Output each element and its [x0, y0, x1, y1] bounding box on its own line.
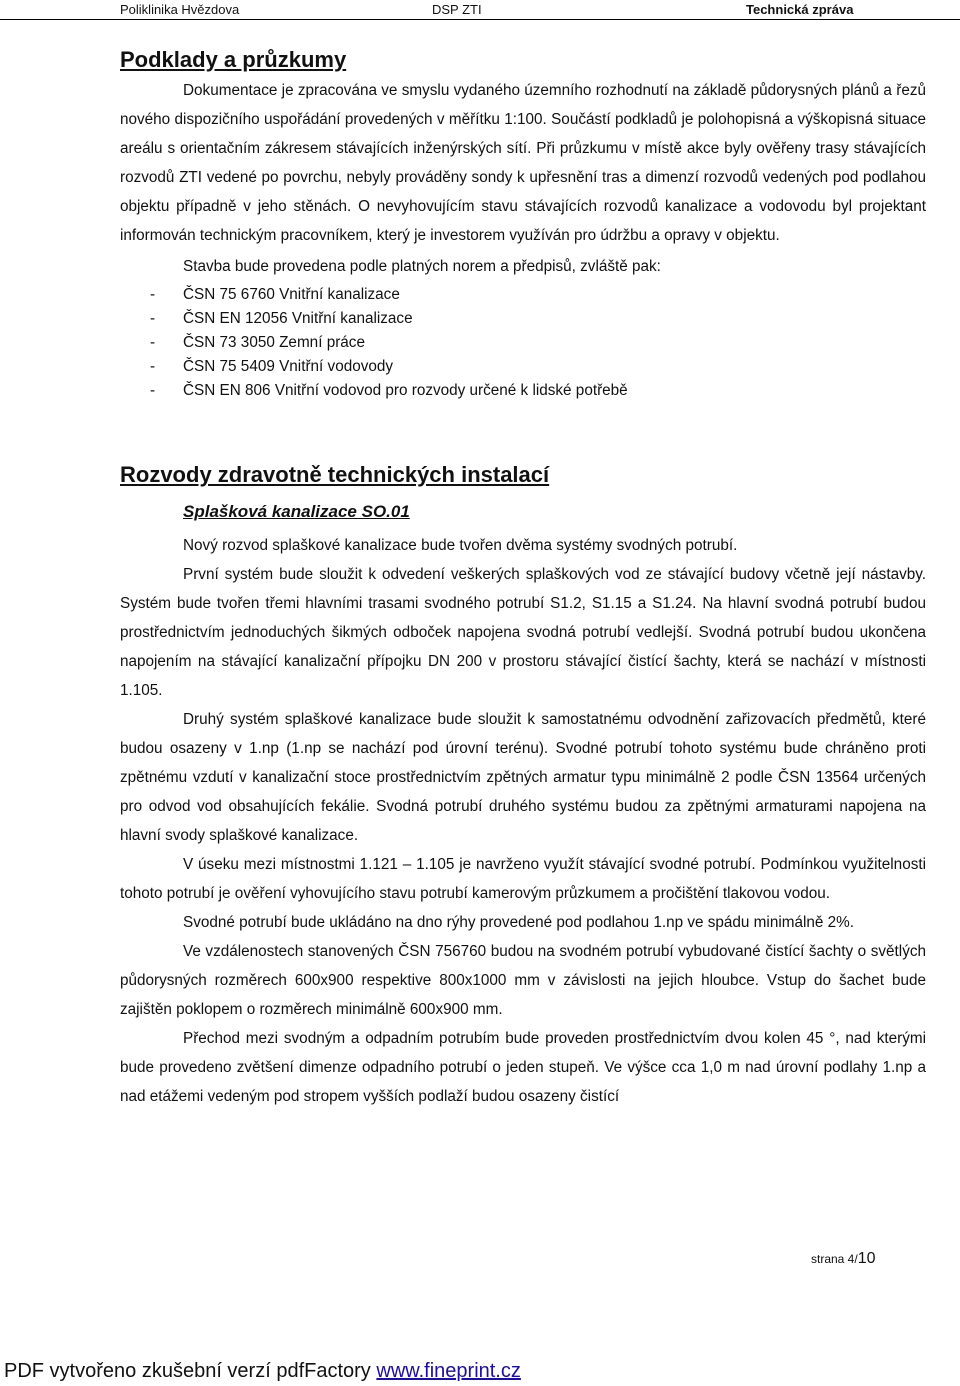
document-body [120, 44, 926, 1111]
paragraph: V úseku mezi místnostmi 1.121 – 1.105 je navrženo využít stávající svodné potrubí. Podmínkou využitelnosti tohoto potrubí je ověření vyhovujícího stavu potrubí kamerovým průzkumem a pročištění tlakovou vodou. [120, 856, 926, 902]
page-total: 10 [857, 1250, 876, 1267]
pdf-watermark-footer [4, 1358, 521, 1384]
paragraph-podklady: Dokumentace je zpracována ve smyslu vydaného územního rozhodnutí na základě půdorysných plánů a řezů nového dispozičního uspořádání provedených v měřítku 1:100. Součástí podkladů je polohopisná a výškopisná situace areálu s orientačním zákresem stávajících inženýrských sítí. Při průzkumu v místě akce byly ověřeny trasy stávajících rozvodů ZTI vedené po povrchu, nebyly prováděny sondy k upřesnění tras a dimenzí rozvodů vedených pod podlahou objektu případně v jeho stěnách. O nevyhovujícím stavu stávajících rozvodů kanalizace a vodovodu byl projektant informován technickým pracovníkem, který je investorem využíván pro údržbu a opravy v objektu. [120, 82, 926, 244]
paragraph: Nový rozvod splaškové kanalizace bude tvořen dvěma systémy svodných potrubí. [183, 537, 738, 554]
header-doc-title: Technická zpráva [746, 2, 854, 17]
paragraph: Přechod mezi svodným a odpadním potrubím bude proveden prostřednictvím dvou kolen 45 °, nad kterými bude provedeno zvětšení dimenze odpadního potrubí o jeden stupeň. Ve výšce cca 1,0 m nad úrovní podlahy 1.np a nad etážemi vedeným pod stropem vyšších podlaží budou osazeny čistící [120, 1030, 926, 1105]
list-item: - ČSN 75 5409 Vnitřní vodovody [150, 358, 394, 375]
subsection-title-splaskova: Splašková kanalizace SO.01 [183, 502, 410, 521]
paragraph: Ve vzdálenostech stanovených ČSN 756760 budou na svodném potrubí vybudované čistící šachty o světlých půdorysných rozměrech 600x900 respektive 800x1000 mm v závislosti na jejich hloubce. Vstup do šachet bude zajištěn poklopem o rozměrech minimálně 600x900 mm. [120, 943, 926, 1018]
list-item: - ČSN 75 6760 Vnitřní kanalizace [150, 286, 400, 303]
paragraph: První systém bude sloužit k odvedení veškerých splaškových vod ze stávající budovy včetně její nástavby. Systém bude tvořen třemi hlavními trasami svodného potrubí S1.2, S1.15 a S1.24. Na hlavní svodná potrubí budou prostřednictvím jednoduchých šikmých odboček napojena svodná potrubí vedlejší. Svodná potrubí budou ukončena napojením na stávající kanalizační přípojku DN 200 v prostoru stávající čistící šachty, která se nachází v místnosti 1.105. [120, 566, 926, 699]
footer-text: PDF vytvořeno zkušební verzí pdfFactory [4, 1360, 377, 1382]
header-divider [0, 19, 960, 20]
paragraph: Druhý systém splaškové kanalizace bude sloužit k samostatnému odvodnění zařizovacích předmětů, které budou osazeny v 1.np (1.np se nachází pod úrovní terénu). Svodné potrubí tohoto systému bude chráněno proti zpětnému vzdutí v kanalizační stoce prostřednictvím zpětných armatur typu minimálně 2 podle ČSN 13564 určených pro odvod vod obsahujících fekálie. Svodná potrubí druhého systému budou za zpětnými armaturami napojena na hlavní svody splaškové kanalizace. [120, 711, 926, 844]
list-item: - ČSN EN 806 Vnitřní vodovod pro rozvody určené k lidské potřebě [150, 382, 628, 399]
page-header [0, 0, 960, 20]
standards-list [120, 283, 926, 403]
footer-link[interactable]: www.fineprint.cz [376, 1360, 521, 1382]
page-number [811, 1250, 876, 1268]
header-project: Poliklinika Hvězdova [120, 2, 240, 17]
page-number-label: strana 4/ [811, 1252, 858, 1266]
paragraph: Svodné potrubí bude ukládáno na dno rýhy provedené pod podlahou 1.np ve spádu minimálně 2%. [183, 914, 855, 931]
section-title-podklady: Podklady a průzkumy [120, 47, 347, 72]
header-doc-type: DSP ZTI [432, 2, 482, 17]
section-title-rozvody: Rozvody zdravotně technických instalací [120, 462, 550, 487]
paragraph-normy-intro: Stavba bude provedena podle platných norem a předpisů, zvláště pak: [183, 258, 661, 275]
list-item: - ČSN 73 3050 Zemní práce [150, 334, 365, 351]
list-item: - ČSN EN 12056 Vnitřní kanalizace [150, 310, 413, 327]
